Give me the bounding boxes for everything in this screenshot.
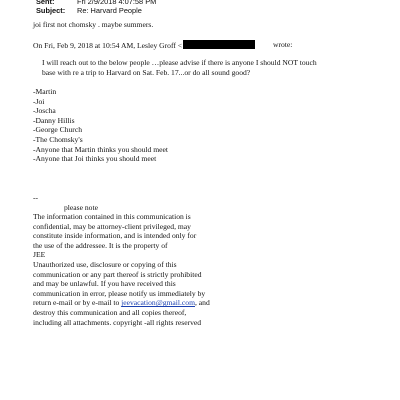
sent-label: Sent: [36,0,55,6]
quote-intro [33,40,256,51]
disclaimer-line: including all attachments. copyright -all rights reserved [33,317,202,327]
email-line-after: , and [194,298,210,308]
quote-intro-text: On Fri, Feb 9, 2018 at 10:54 AM, Lesley Groff < [33,41,183,50]
disclaimer-line: communication in error, please notify us immediately by [33,288,206,298]
disclaimer-line: destroy this communication and all copies thereof, [33,307,187,317]
list-item: -Martin [33,87,57,96]
disclaimer-line: communication or any part thereof is strictly prohibited [33,269,202,279]
disclaimer-line: and may be unlawful. If you have received this [33,279,176,289]
list-item: -Danny Hillis [33,115,75,125]
email-link[interactable]: jeevacation@gmail.com [121,298,195,308]
disclaimer-line: The information contained in this communication is [33,212,191,221]
redaction-bar [183,40,255,49]
subject-value: Re: Harvard People [77,6,142,15]
list-item: -The Chomsky's [33,134,83,144]
list-item: -Anyone that Joi thinks you should meet [33,154,157,164]
list-item: -George Church [33,125,82,135]
signature-dash: -- [33,193,39,202]
disclaimer-line: confidential, may be attorney-client privileged, may [33,221,191,231]
subject-row [36,6,156,15]
email-header [36,0,156,15]
people-list [33,87,168,164]
email-line-before: return e-mail or by e-mail to [33,298,122,308]
quote-wrote: wrote: [273,40,293,49]
note-title: please note [64,203,98,212]
list-item: -Anyone that Martin thinks you should meet [33,144,168,154]
reply-text: joi first not chomsky . maybe summers. [33,20,154,29]
subject-label: Subject: [36,6,66,15]
quoted-body [42,58,317,77]
disclaimer [33,212,210,327]
disclaimer-line: the use of the addressee. It is the property of [33,240,168,250]
disclaimer-line: constitute inside information, and is intended only for [33,231,197,241]
list-item: -Joi [33,96,45,106]
quoted-body-line: base with re a trip to Harvard on Sat. Feb. 17...or do all sound good? [42,67,251,77]
disclaimer-email-line [33,298,210,308]
disclaimer-line: Unauthorized use, disclosure or copying of this [33,259,177,269]
disclaimer-line: JEE [33,250,46,260]
list-item: -Joscha [33,106,56,116]
sent-value: Fri 2/9/2018 4:07:58 PM [77,0,157,6]
quoted-body-line: I will reach out to the below people …please advise if there is anyone I should NOT touch [42,58,317,67]
